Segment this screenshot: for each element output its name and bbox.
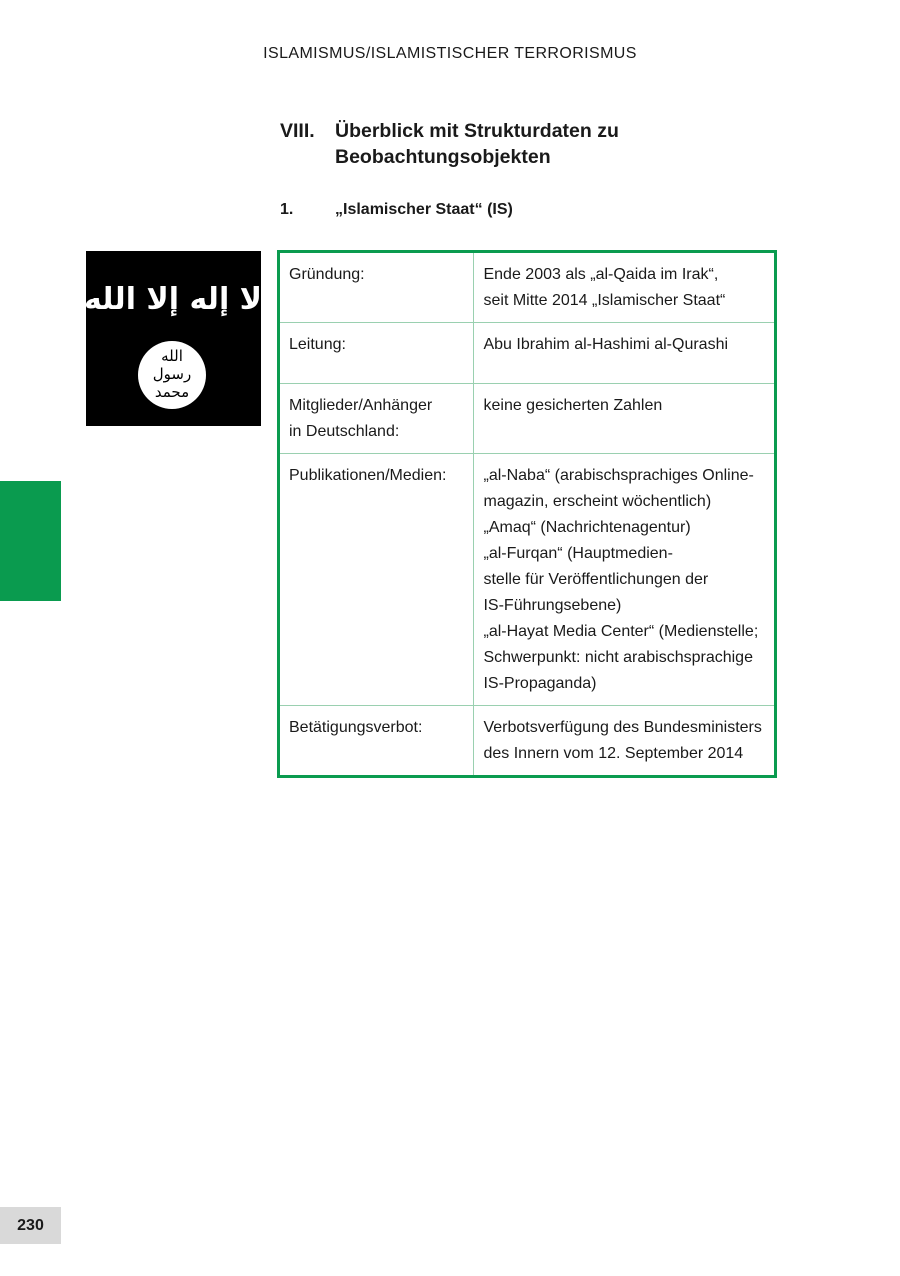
section-heading	[280, 199, 513, 221]
table-row	[279, 454, 776, 706]
row-value: Ende 2003 als „al-Qaida im Irak“, seit Mitte 2014 „Islamischer Staat“	[474, 252, 776, 323]
chapter-side-tab	[0, 481, 61, 601]
row-label: Gründung:	[279, 252, 474, 323]
flag-image	[86, 251, 261, 426]
row-label: Betätigungsverbot:	[279, 706, 474, 777]
table-row	[279, 384, 776, 454]
table-row	[279, 323, 776, 384]
chapter-title-line-2: Beobachtungsobjekten	[335, 146, 551, 168]
chapter-title-line-1: Überblick mit Strukturdaten zu	[335, 120, 619, 142]
flag-seal-line-3: محمد	[154, 383, 190, 401]
flag-seal-line-1: الله	[161, 347, 183, 365]
table-row	[279, 706, 776, 777]
row-value: Abu Ibrahim al-Hashimi al-Qurashi	[474, 323, 776, 384]
structure-data-table	[277, 250, 777, 778]
page-number: 230	[0, 1207, 61, 1244]
section-number: 1.	[280, 201, 294, 218]
row-label: Publikationen/Medien:	[279, 454, 474, 706]
section-title: „Islamischer Staat“ (IS)	[335, 201, 513, 218]
flag-top-text: لا إله إلا الله	[86, 282, 261, 317]
flag-seal-line-2: رسول	[152, 365, 192, 383]
running-header: ISLAMISMUS/ISLAMISTISCHER TERRORISMUS	[263, 45, 637, 62]
row-value: Verbotsverfügung des Bundesministers des Innern vom 12. September 2014	[474, 706, 776, 777]
chapter-number: VIII.	[280, 120, 315, 142]
flag-graphic	[86, 251, 261, 426]
row-label: Leitung:	[279, 323, 474, 384]
row-value: keine gesicherten Zahlen	[474, 384, 776, 454]
chapter-heading	[280, 118, 700, 170]
table-row	[279, 252, 776, 323]
row-label: Mitglieder/Anhänger in Deutschland:	[279, 384, 474, 454]
row-value: „al-Naba“ (arabischsprachiges Online- magazin, erscheint wöchentlich) „Amaq“ (Nachrichtenagentur) „al-Furqan“ (Hauptmedien- stelle für Veröffentlichungen der IS-Führungsebene) „al-Hayat Media Center“ (Medienstelle; Schwerpunkt: nicht arabischsprachige IS-Propaganda)	[474, 454, 776, 706]
